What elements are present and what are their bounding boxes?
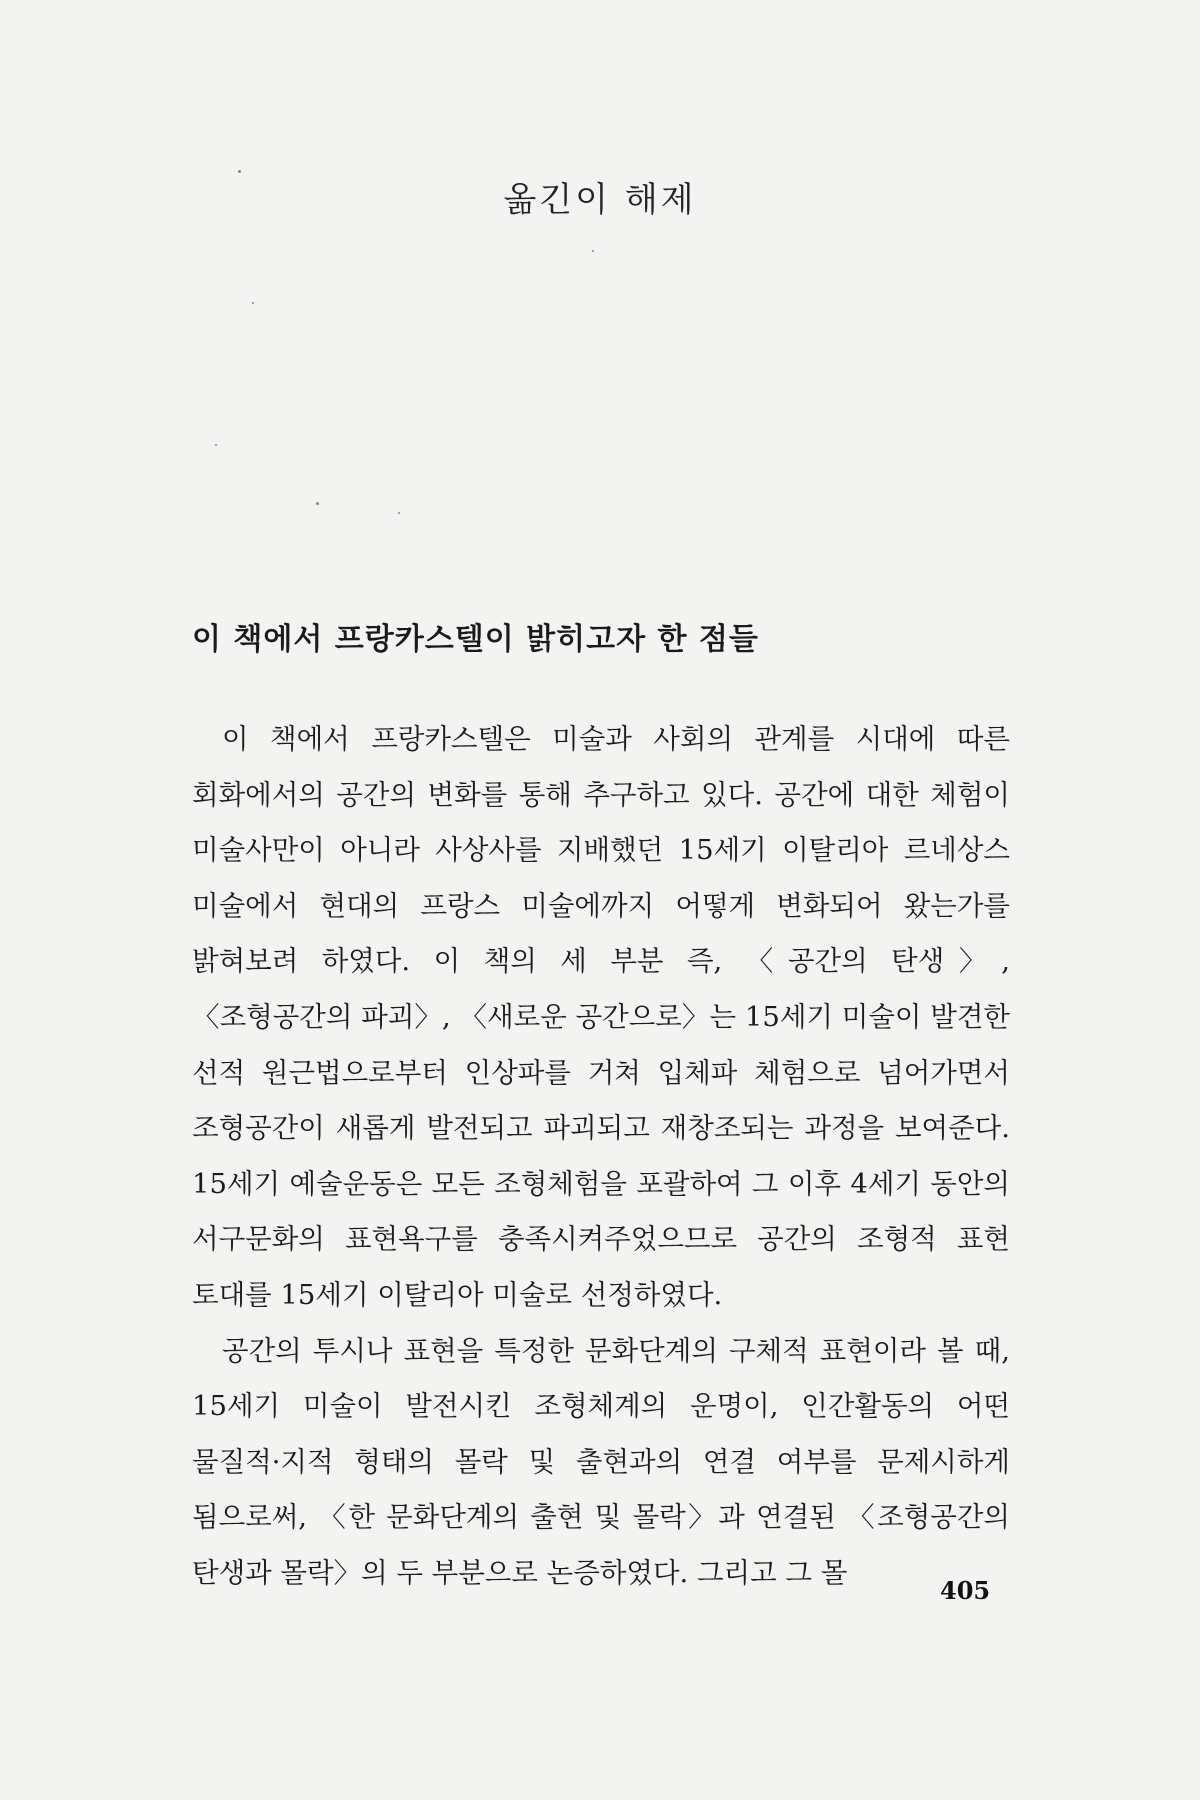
scan-speck (592, 250, 594, 252)
scan-speck (316, 502, 319, 505)
scan-speck (215, 444, 217, 446)
section-heading: 이 책에서 프랑카스텔이 밝히고자 한 점들 (192, 622, 759, 657)
body-text (192, 712, 1010, 1602)
page-number: 405 (940, 1576, 991, 1605)
chapter-title: 옮긴이 해제 (503, 180, 697, 220)
scan-speck (398, 512, 400, 514)
scan-speck (252, 302, 254, 304)
paragraph-1: 이 책에서 프랑카스텔은 미술과 사회의 관계를 시대에 따른 회화에서의 공간의 변화를 통해 추구하고 있다. 공간에 대한 체험이 미술사만이 아니라 사상사를 지배했던 15세기 이탈리아 르네상스 미술에서 현대의 프랑스 미술에까지 어떻게 변화되어 왔는가를 밝혀보려 하였다. 이 책의 세 부분 즉, 〈공간의 탄생〉, 〈조형공간의 파괴〉, 〈새로운 공간으로〉는 15세기 미술이 발견한 선적 원근법으로부터 인상파를 거쳐 입체파 체험으로 넘어가면서 조형공간이 새롭게 발전되고 파괴되고 재창조되는 과정을 보여준다. 15세기 예술운동은 모든 조형체험을 포괄하여 그 이후 4세기 동안의 서구문화의 표현욕구를 충족시켜주었으므로 공간의 조형적 표현 토대를 15세기 이탈리아 미술로 선정하였다. (192, 723, 1010, 1311)
paragraph-2: 공간의 투시나 표현을 특정한 문화단계의 구체적 표현이라 볼 때, 15세기 미술이 발전시킨 조형체계의 운명이, 인간활동의 어떤 물질적·지적 형태의 몰락 및 출현과의 연결 여부를 문제시하게 됨으로써, 〈한 문화단계의 출현 및 몰락〉과 연결된 〈조형공간의 탄생과 몰락〉의 두 부분으로 논증하였다. 그리고 그 몰 (192, 1334, 1010, 1589)
